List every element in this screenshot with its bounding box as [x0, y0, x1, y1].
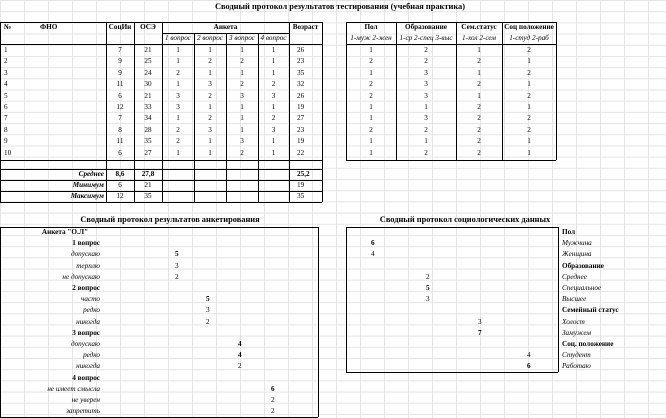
- question-label: 2 вопрос: [72, 284, 100, 292]
- answer-value: 4: [238, 340, 242, 348]
- question-label: 1 вопрос: [72, 239, 100, 248]
- answer-value: 2: [271, 407, 275, 416]
- right-cell: 2: [477, 137, 481, 146]
- stat-ose: 27,8: [141, 170, 155, 178]
- anketa-header: Анкета: [213, 23, 238, 31]
- socio-value: 6: [527, 362, 531, 371]
- socio-label: Холост: [562, 317, 585, 326]
- row-q3: 1: [240, 46, 244, 54]
- row-q4: 1: [271, 68, 276, 77]
- row-q2: 2: [208, 57, 212, 66]
- right-cell: 2: [477, 57, 481, 66]
- right-cell: 1: [527, 103, 531, 111]
- right-cell: 1: [369, 114, 373, 123]
- row-q4: 1: [271, 148, 276, 157]
- row-q3: 2: [240, 57, 244, 66]
- stat-socin: 8,6: [115, 170, 125, 178]
- row-ose: 30: [144, 80, 152, 89]
- stat-age: 19: [297, 181, 305, 189]
- row-age: 27: [297, 114, 305, 123]
- answer-label: часто: [81, 295, 100, 304]
- row-q4: 1: [271, 57, 276, 66]
- question-label: 4 вопрос: [72, 373, 100, 382]
- right-cell: 2: [369, 125, 373, 134]
- row-socin: 6: [118, 91, 122, 100]
- answer-label: никогда: [76, 317, 100, 326]
- answer-label: не уверен: [71, 396, 100, 404]
- socin-header: СоцИн: [108, 23, 132, 31]
- stat-label: Среднее: [78, 170, 104, 178]
- answer-value: 2: [206, 317, 210, 326]
- row-q3: 1: [240, 125, 244, 134]
- row-age: 26: [297, 91, 305, 100]
- socio-obr: Образование: [562, 261, 604, 270]
- answer-value: 5: [175, 250, 179, 259]
- right-cell: 2: [424, 125, 428, 134]
- answer-label: запретить: [66, 407, 100, 416]
- right-cell: 2: [477, 148, 481, 157]
- row-ose: 35: [144, 137, 152, 146]
- row-q3: 2: [240, 148, 244, 157]
- right-cell: 1: [369, 148, 373, 157]
- right-cell: 1: [369, 137, 373, 146]
- row-age: 19: [297, 103, 305, 111]
- row-num: 5: [4, 91, 8, 100]
- row-q1: 3: [176, 103, 180, 111]
- row-q1: 2: [176, 125, 180, 134]
- row-q2: 3: [208, 125, 212, 134]
- row-age: 26: [297, 46, 305, 54]
- right-cell: 1: [527, 80, 531, 89]
- obr-header: Образование: [405, 23, 447, 31]
- row-q2: 2: [208, 114, 212, 123]
- right-cell: 3: [424, 91, 428, 100]
- right-cell: 1: [424, 103, 428, 111]
- row-q3: 3: [240, 137, 244, 146]
- socio-value: 3: [426, 295, 430, 304]
- row-q4: 1: [271, 103, 276, 111]
- socio-label: Мужчина: [562, 239, 592, 248]
- row-q3: 2: [240, 80, 244, 89]
- socio-value: 6: [371, 239, 375, 248]
- answer-label: допускаю: [70, 340, 100, 348]
- row-age: 23: [297, 57, 305, 66]
- stat-socin: 12: [116, 192, 124, 200]
- answer-label: редко: [83, 306, 100, 315]
- answer-value: 2: [271, 396, 275, 404]
- anketa-sub-2: 2 вопрос: [197, 34, 223, 42]
- row-num: 2: [4, 57, 8, 66]
- right-cell: 2: [424, 57, 428, 66]
- right-cell: 3: [424, 68, 428, 77]
- row-num: 9: [4, 137, 8, 146]
- row-q1: 3: [176, 91, 180, 100]
- question-label: 3 вопрос: [72, 328, 100, 337]
- row-socin: 11: [116, 80, 124, 89]
- right-cell: 2: [527, 46, 531, 54]
- row-socin: 9: [118, 57, 122, 66]
- stat-age: 25,2: [297, 170, 310, 178]
- row-ose: 24: [144, 68, 152, 77]
- right-cell: 2: [424, 46, 428, 54]
- right-cell: 2: [527, 91, 531, 100]
- socio-value: 4: [371, 250, 375, 259]
- right-cell: 2: [477, 114, 481, 123]
- row-num: 4: [4, 80, 8, 89]
- row-q3: 1: [240, 114, 244, 123]
- stat-label: Минимум: [72, 181, 104, 189]
- row-ose: 33: [144, 103, 152, 111]
- socio-title: Сводный протокол социологических данных: [379, 215, 551, 224]
- anketa-sub-1: 1 вопрос: [165, 34, 191, 42]
- right-cell: 2: [424, 148, 428, 157]
- answer-label: никогда: [76, 362, 100, 371]
- row-q2: 1: [208, 148, 212, 157]
- row-num: 7: [4, 114, 8, 123]
- socio-label: Среднее: [562, 272, 587, 281]
- row-q3: 1: [240, 103, 244, 111]
- row-q2: 1: [208, 137, 212, 146]
- row-q4: 3: [271, 125, 276, 134]
- row-ose: 21: [144, 46, 152, 54]
- pol-sub: 1-муж 2-жен: [350, 34, 392, 42]
- row-age: 35: [297, 68, 305, 77]
- socio-value: 4: [527, 351, 531, 360]
- row-num: 3: [4, 68, 8, 77]
- right-cell: 3: [424, 114, 428, 123]
- row-q1: 2: [176, 68, 180, 77]
- row-socin: 8: [118, 125, 122, 134]
- row-q4: 1: [271, 137, 276, 146]
- row-socin: 12: [116, 103, 124, 111]
- row-ose: 27: [144, 148, 152, 157]
- row-q1: 1: [176, 114, 180, 123]
- right-cell: 1: [527, 148, 531, 157]
- row-age: 19: [297, 137, 305, 146]
- row-q2: 1: [208, 46, 212, 54]
- row-age: 22: [297, 148, 305, 157]
- answer-label: терплю: [76, 261, 100, 270]
- row-socin: 7: [118, 46, 122, 54]
- answer-value: 6: [271, 384, 275, 393]
- socio-label: Специальное: [562, 284, 602, 292]
- survey-title: Сводный протокол результатов анкетирования: [80, 215, 260, 224]
- socio-label: Замужем: [562, 328, 591, 337]
- row-q3: 1: [240, 68, 244, 77]
- row-q3: 3: [240, 91, 244, 100]
- row-num: 6: [4, 103, 8, 111]
- right-cell: 1: [527, 57, 531, 66]
- row-socin: 6: [118, 148, 122, 157]
- row-ose: 21: [144, 91, 152, 100]
- answer-value: 2: [175, 272, 179, 281]
- right-cell: 1: [477, 68, 481, 77]
- stat-socin: 6: [118, 181, 122, 189]
- right-cell: 1: [477, 46, 481, 54]
- answer-value: 3: [206, 306, 210, 315]
- right-cell: 1: [527, 137, 531, 146]
- answer-value: 4: [238, 351, 242, 360]
- answer-value: 5: [206, 295, 210, 304]
- right-cell: 2: [527, 114, 531, 123]
- right-cell: 2: [477, 80, 481, 89]
- socio-sem: Семейный статус: [562, 306, 619, 315]
- num-header: №: [4, 23, 12, 31]
- row-num: 10: [4, 148, 12, 157]
- obr-sub: 1-ср 2-спец 3-выс: [399, 34, 453, 42]
- row-q1: 1: [176, 148, 180, 157]
- anketa-sub-4: 4 вопрос: [260, 34, 287, 42]
- row-num: 8: [4, 125, 8, 134]
- socio-label: Высшее: [562, 295, 587, 304]
- right-cell: 2: [369, 91, 373, 100]
- right-cell: 1: [477, 91, 481, 100]
- soc-header: Соц положение: [504, 23, 554, 31]
- row-ose: 34: [144, 114, 152, 123]
- answer-label: редко: [83, 351, 100, 360]
- row-age: 32: [297, 80, 305, 89]
- socio-label: Работаю: [562, 362, 591, 371]
- socio-label: Женщина: [562, 250, 592, 259]
- sem-header: Сем.статус: [461, 23, 497, 31]
- row-socin: 11: [116, 137, 124, 146]
- stat-label: Максимум: [70, 192, 104, 200]
- right-cell: 2: [527, 68, 531, 77]
- right-cell: 2: [369, 57, 373, 66]
- row-q4: 2: [271, 114, 276, 123]
- sem-sub: 1-хол 2-сем: [461, 34, 497, 42]
- main-title: Сводный протокол результатов тестирования (учебная практика): [214, 2, 465, 11]
- right-cell: 3: [424, 80, 428, 89]
- right-cell: 2: [477, 125, 481, 134]
- row-q2: 1: [208, 68, 212, 77]
- row-q1: 1: [176, 57, 180, 66]
- row-q4: 3: [271, 91, 276, 100]
- row-q4: 1: [271, 46, 276, 54]
- row-q4: 2: [271, 80, 276, 89]
- row-age: 23: [297, 125, 305, 134]
- stat-ose: 35: [144, 192, 152, 200]
- row-q2: 3: [208, 80, 212, 89]
- answer-value: 3: [175, 261, 179, 270]
- row-q1: 2: [176, 137, 180, 146]
- age-header: Возраст: [292, 23, 319, 31]
- survey-header: Анкета "О.Л": [41, 228, 89, 236]
- answer-label: не имеет смысла: [47, 384, 100, 393]
- right-cell: 1: [369, 46, 373, 54]
- soc-sub: 1-студ 2-раб: [509, 34, 549, 42]
- socio-value: 3: [478, 317, 482, 326]
- answer-label: не допускаю: [62, 272, 100, 281]
- right-cell: 1: [369, 103, 373, 111]
- row-q1: 1: [176, 46, 180, 54]
- socio-value: 2: [426, 272, 430, 281]
- row-ose: 25: [144, 57, 152, 66]
- ose-header: ОСЭ: [140, 23, 156, 31]
- row-num: 1: [4, 46, 8, 54]
- row-socin: 9: [118, 68, 122, 77]
- stat-ose: 21: [144, 181, 152, 189]
- row-q2: 2: [208, 91, 212, 100]
- socio-label: Студент: [562, 351, 591, 360]
- right-cell: 2: [527, 125, 531, 134]
- anketa-sub-3: 3 вопрос: [229, 34, 255, 42]
- answer-label: допускаю: [70, 250, 100, 259]
- right-cell: 1: [424, 137, 428, 146]
- right-cell: 2: [477, 103, 481, 111]
- socio-pol: Пол: [562, 228, 576, 236]
- row-q1: 1: [176, 80, 180, 89]
- stat-age: 35: [297, 192, 305, 200]
- row-ose: 28: [144, 125, 152, 134]
- socio-value: 7: [478, 328, 482, 337]
- fio-header: ФНО: [40, 23, 58, 31]
- socio-soc: Соц. положение: [562, 340, 614, 348]
- pol-header: Пол: [364, 23, 378, 31]
- row-socin: 7: [118, 114, 122, 123]
- right-cell: 2: [369, 80, 373, 89]
- right-cell: 1: [369, 68, 373, 77]
- row-q2: 1: [208, 103, 212, 111]
- answer-value: 2: [238, 362, 242, 371]
- socio-value: 5: [426, 284, 430, 292]
